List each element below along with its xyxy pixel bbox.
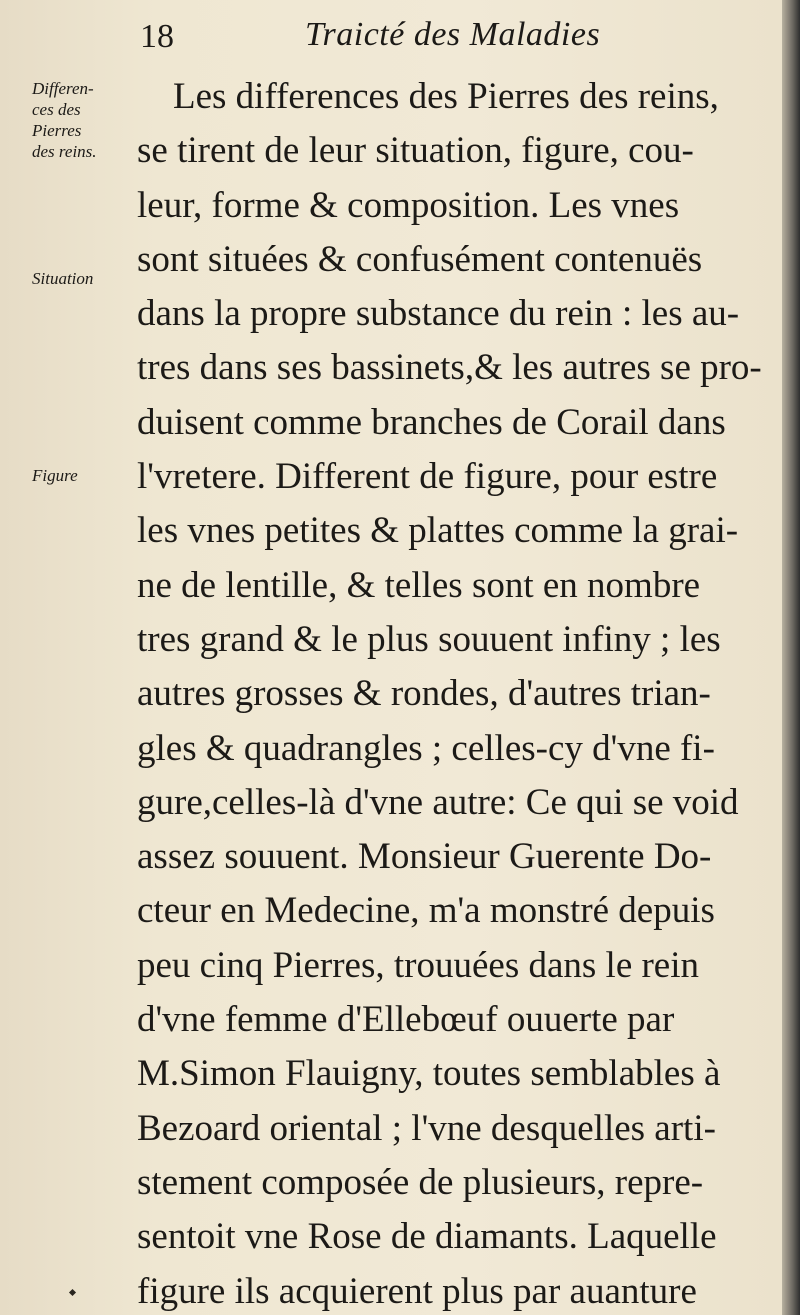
text-line: tres dans ses bassinets,& les autres se pro- xyxy=(137,347,762,389)
text-line: assez souuent. Monsieur Guerente Do- xyxy=(137,836,712,878)
text-line: d'vne femme d'Ellebœuf ouuerte par xyxy=(137,999,675,1041)
text-line: les vnes petites & plattes comme la grai- xyxy=(137,510,739,552)
margin-note-line: des reins. xyxy=(32,142,97,161)
text-line: cteur en Medecine, m'a monstré depuis xyxy=(137,890,715,932)
margin-note-line: Figure xyxy=(32,466,78,485)
text-line: duisent comme branches de Corail dans xyxy=(137,401,726,443)
text-line: l'vretere. Different de figure, pour estre xyxy=(137,456,718,498)
margin-note-line: ces des xyxy=(32,100,81,119)
text-line: autres grosses & rondes, d'autres trian- xyxy=(137,673,711,715)
text-line: sentoit vne Rose de diamants. Laquelle xyxy=(137,1216,717,1258)
text-line: sont situées & confusément contenuës xyxy=(137,238,703,280)
body-text xyxy=(137,70,765,1315)
text-line: peu cinq Pierres, trouuées dans le rein xyxy=(137,944,700,986)
margin-note-figure xyxy=(32,465,78,486)
running-head xyxy=(0,12,782,62)
text-line: stement composée de plusieurs, repre- xyxy=(137,1161,704,1203)
text-line: Les differences des Pierres des reins, xyxy=(173,76,719,117)
margin-note-line: Situation xyxy=(32,269,94,288)
text-line: tres grand & le plus souuent infiny ; les xyxy=(137,618,721,660)
running-title: Traicté des Maladies xyxy=(305,16,601,53)
text-line: dans la propre substance du rein : les au- xyxy=(137,293,740,335)
margin-note-situation xyxy=(32,268,93,289)
text-line: M.Simon Flauigny, toutes semblables à xyxy=(137,1053,721,1095)
margin-note-line: Differen- xyxy=(32,79,94,98)
margin-note-differences xyxy=(32,78,97,162)
text-line: figure ils acquierent plus par auanture xyxy=(137,1270,697,1312)
text-line: leur, forme & composition. Les vnes xyxy=(137,184,680,226)
text-line: Bezoard oriental ; l'vne desquelles arti- xyxy=(137,1107,716,1149)
text-line: gure,celles-là d'vne autre: Ce qui se void xyxy=(137,781,739,823)
margin-note-line: Pierres xyxy=(32,121,82,140)
page-edge-shadow xyxy=(782,0,800,1315)
printer-ornament xyxy=(69,1289,76,1296)
text-line: se tirent de leur situation, figure, cou- xyxy=(137,130,694,172)
text-line: ne de lentille, & telles sont en nombre xyxy=(137,564,701,606)
text-line: gles & quadrangles ; celles-cy d'vne fi- xyxy=(137,727,715,769)
page-number: 18 xyxy=(140,18,174,55)
